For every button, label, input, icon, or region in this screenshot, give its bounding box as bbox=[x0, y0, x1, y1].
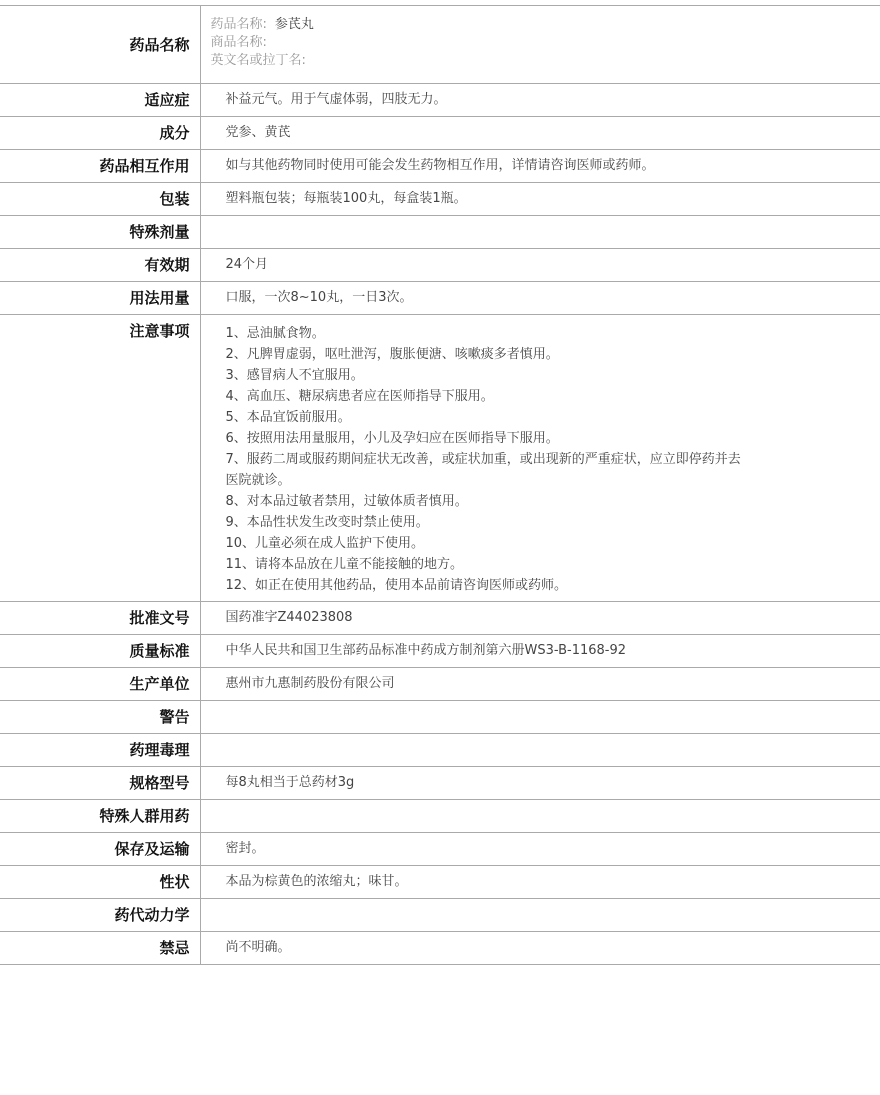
precaution-line: 11、请将本品放在儿童不能接触的地方。 bbox=[225, 557, 464, 572]
row-label: 批准文号 bbox=[0, 602, 200, 635]
row-label: 质量标准 bbox=[0, 635, 200, 668]
row-appearance bbox=[0, 866, 880, 899]
row-value: 中华人民共和国卫生部药品标准中药成方制剂第六册WS3-B-1168-92 bbox=[200, 635, 880, 668]
row-special-population bbox=[0, 800, 880, 833]
row-value bbox=[200, 800, 880, 833]
precaution-line: 6、按照用法用量服用，小儿及孕妇应在医师指导下服用。 bbox=[225, 431, 559, 446]
row-value: 密封。 bbox=[200, 833, 880, 866]
row-value bbox=[200, 899, 880, 932]
row-label: 性状 bbox=[0, 866, 200, 899]
row-label: 成分 bbox=[0, 117, 200, 150]
trade-name-key: 商品名称: bbox=[210, 35, 267, 50]
row-label: 药代动力学 bbox=[0, 899, 200, 932]
row-quality-standard bbox=[0, 635, 880, 668]
english-name-key: 英文名或拉丁名: bbox=[210, 53, 306, 68]
row-indications bbox=[0, 84, 880, 117]
precaution-line: 10、儿童必须在成人监护下使用。 bbox=[225, 536, 425, 551]
row-value: 党参、黄芪 bbox=[200, 117, 880, 150]
row-value: 口服，一次8~10丸，一日3次。 bbox=[200, 282, 880, 315]
row-value: 24个月 bbox=[200, 249, 880, 282]
row-label: 警告 bbox=[0, 701, 200, 734]
row-contraindications bbox=[0, 932, 880, 965]
precaution-line: 9、本品性状发生改变时禁止使用。 bbox=[225, 515, 429, 530]
row-value: 补益元气。用于气虚体弱，四肢无力。 bbox=[200, 84, 880, 117]
row-value: 每8丸相当于总药材3g bbox=[200, 767, 880, 800]
row-label: 生产单位 bbox=[0, 668, 200, 701]
precaution-line: 5、本品宜饭前服用。 bbox=[225, 410, 351, 425]
precautions-list bbox=[200, 315, 880, 602]
row-label: 注意事项 bbox=[0, 315, 200, 602]
row-value bbox=[200, 734, 880, 767]
row-precautions bbox=[0, 315, 880, 602]
generic-name-key: 药品名称: bbox=[210, 17, 267, 32]
row-interactions bbox=[0, 150, 880, 183]
row-label: 适应症 bbox=[0, 84, 200, 117]
row-value bbox=[200, 701, 880, 734]
row-label: 禁忌 bbox=[0, 932, 200, 965]
drug-info-table bbox=[0, 5, 880, 965]
row-label: 特殊剂量 bbox=[0, 216, 200, 249]
row-label: 药品名称 bbox=[0, 6, 200, 84]
row-value bbox=[200, 216, 880, 249]
drug-names-cell bbox=[200, 6, 880, 84]
row-value: 本品为棕黄色的浓缩丸；味甘。 bbox=[200, 866, 880, 899]
row-value: 惠州市九惠制药股份有限公司 bbox=[200, 668, 880, 701]
precaution-line: 2、凡脾胃虚弱，呕吐泄泻，腹胀便溏、咳嗽痰多者慎用。 bbox=[225, 347, 559, 362]
row-value: 塑料瓶包装；每瓶装100丸，每盒装1瓶。 bbox=[200, 183, 880, 216]
row-label: 包装 bbox=[0, 183, 200, 216]
row-usage bbox=[0, 282, 880, 315]
english-name-line bbox=[211, 52, 871, 70]
row-label: 用法用量 bbox=[0, 282, 200, 315]
row-manufacturer bbox=[0, 668, 880, 701]
precaution-line: 7、服药二周或服药期间症状无改善，或症状加重，或出现新的严重症状，应立即停药并去 bbox=[225, 452, 741, 467]
row-special-dosage bbox=[0, 216, 880, 249]
row-toxicology bbox=[0, 734, 880, 767]
row-label: 规格型号 bbox=[0, 767, 200, 800]
row-label: 保存及运输 bbox=[0, 833, 200, 866]
row-label: 有效期 bbox=[0, 249, 200, 282]
row-value: 如与其他药物同时使用可能会发生药物相互作用，详情请咨询医师或药师。 bbox=[200, 150, 880, 183]
precaution-line: 医院就诊。 bbox=[225, 473, 291, 488]
row-ingredients bbox=[0, 117, 880, 150]
generic-name-line bbox=[211, 16, 871, 34]
precaution-line: 12、如正在使用其他药品，使用本品前请咨询医师或药师。 bbox=[225, 578, 568, 593]
row-drug-name bbox=[0, 6, 880, 84]
row-approval-no bbox=[0, 602, 880, 635]
row-label: 特殊人群用药 bbox=[0, 800, 200, 833]
row-pharmacokinetics bbox=[0, 899, 880, 932]
generic-name-value: 参芪丸 bbox=[274, 17, 314, 32]
row-label: 药理毒理 bbox=[0, 734, 200, 767]
precaution-line: 4、高血压、糖尿病患者应在医师指导下服用。 bbox=[225, 389, 494, 404]
precaution-line: 8、对本品过敏者禁用，过敏体质者慎用。 bbox=[225, 494, 468, 509]
trade-name-line bbox=[211, 34, 871, 52]
precaution-line: 3、感冒病人不宜服用。 bbox=[225, 368, 364, 383]
row-warning bbox=[0, 701, 880, 734]
row-value: 国药准字Z44023808 bbox=[200, 602, 880, 635]
row-storage bbox=[0, 833, 880, 866]
row-label: 药品相互作用 bbox=[0, 150, 200, 183]
row-packaging bbox=[0, 183, 880, 216]
row-value: 尚不明确。 bbox=[200, 932, 880, 965]
row-specification bbox=[0, 767, 880, 800]
precaution-line: 1、忌油腻食物。 bbox=[225, 326, 325, 341]
row-shelf-life bbox=[0, 249, 880, 282]
